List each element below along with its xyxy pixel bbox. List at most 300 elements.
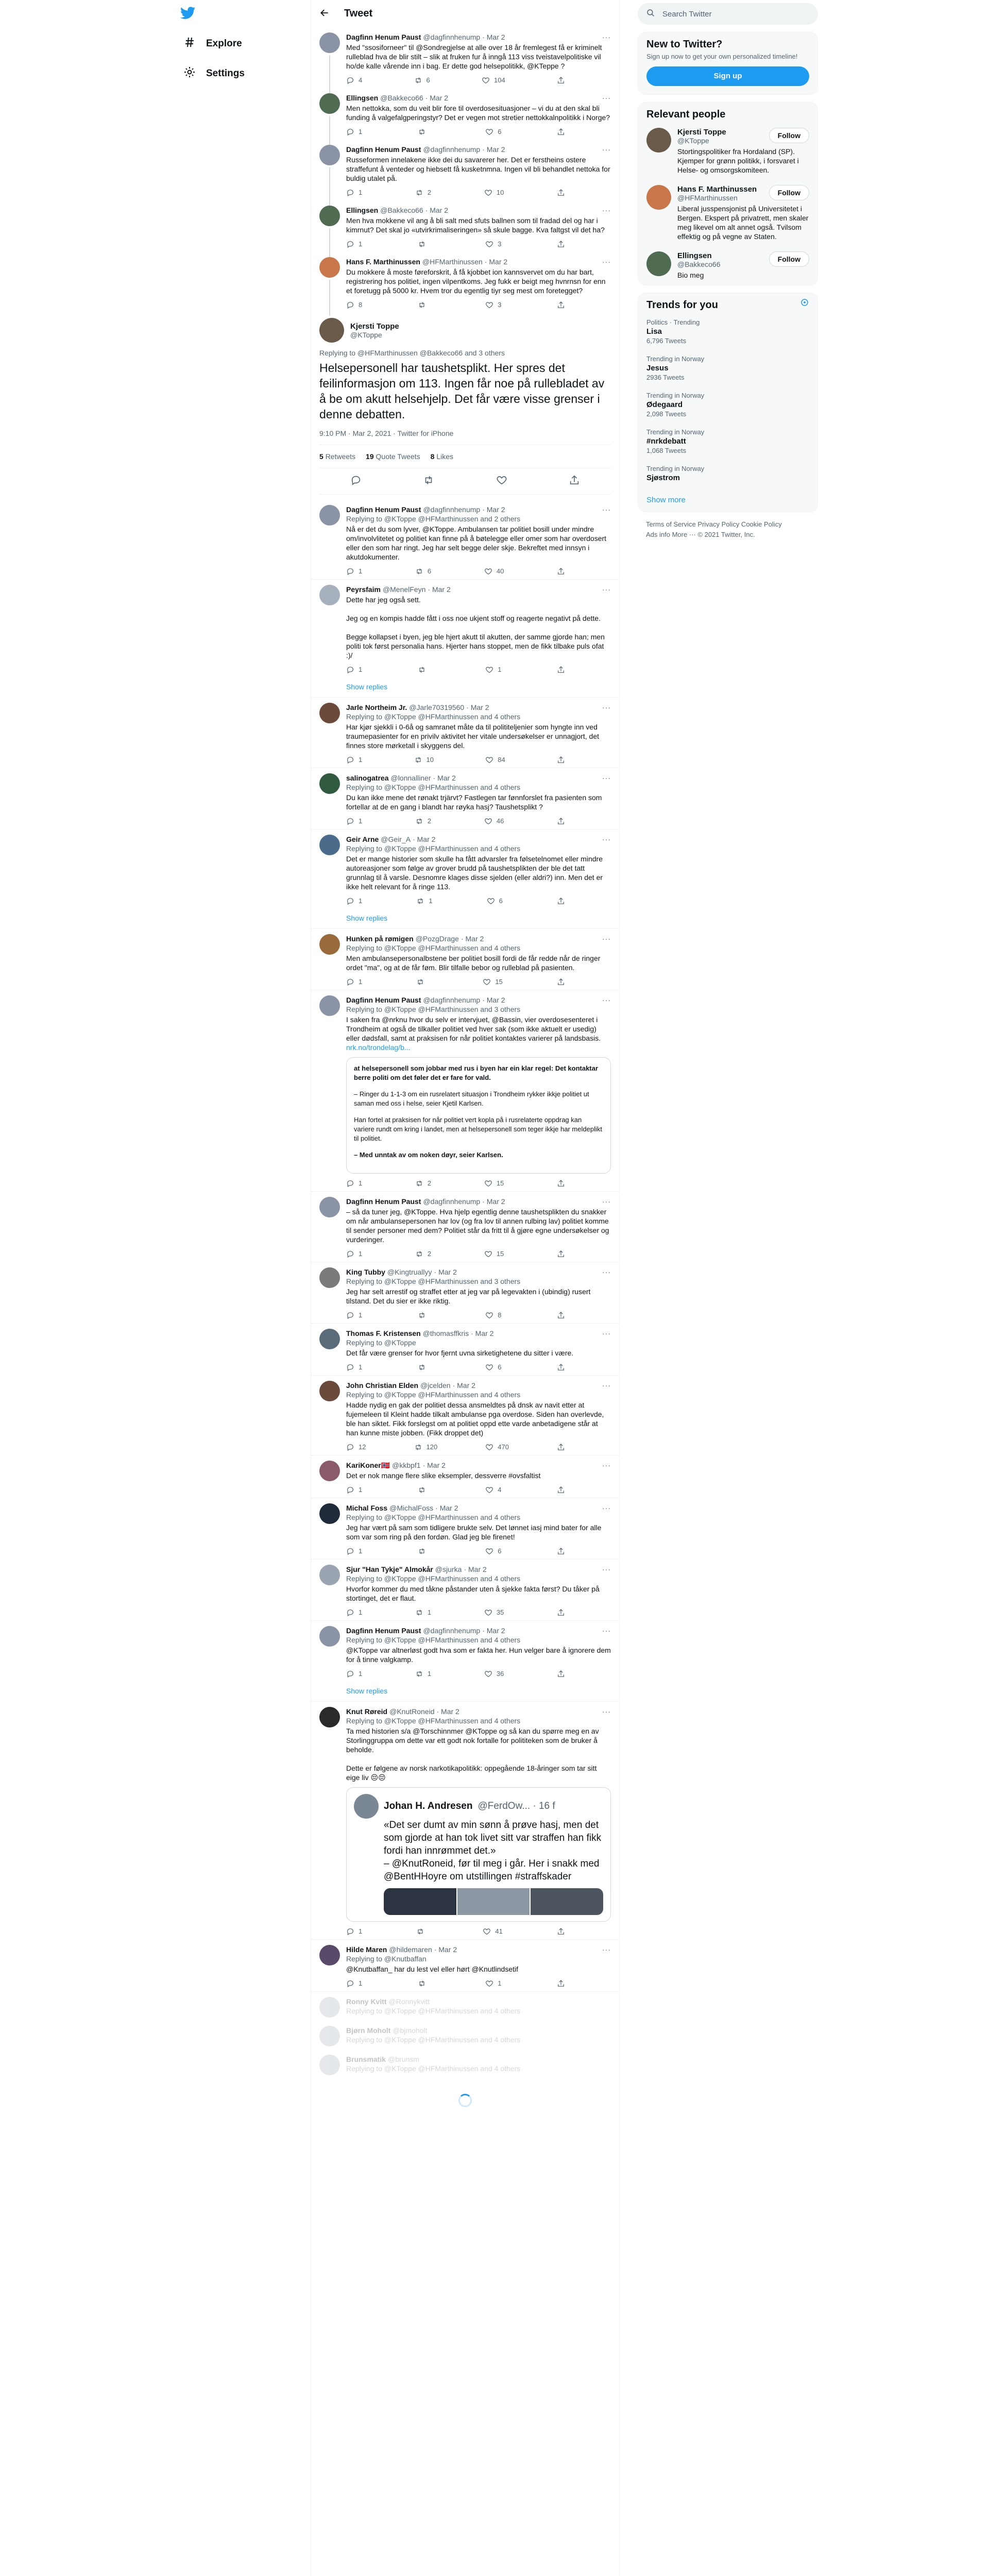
- like-button[interactable]: [485, 665, 501, 674]
- share-button[interactable]: [557, 188, 565, 197]
- author-name[interactable]: Thomas F. Kristensen: [346, 1329, 421, 1337]
- person-name[interactable]: Ellingsen: [677, 251, 712, 260]
- like-button[interactable]: [485, 1363, 501, 1372]
- reply-button[interactable]: [346, 755, 362, 765]
- author-handle[interactable]: @thomasffkris: [422, 1329, 469, 1337]
- heart-icon: [484, 189, 492, 197]
- share-button[interactable]: [557, 567, 565, 576]
- nav-settings[interactable]: [177, 62, 251, 86]
- tweet-header: [346, 93, 611, 103]
- retweet-button[interactable]: [415, 1179, 431, 1188]
- more-options-icon[interactable]: ···: [602, 774, 611, 782]
- more-options-icon[interactable]: ···: [602, 1626, 611, 1635]
- tweet[interactable]: [319, 1621, 611, 1682]
- person-handle[interactable]: @KToppe: [677, 137, 709, 145]
- retweet-button[interactable]: [418, 127, 430, 137]
- retweet-button[interactable]: [418, 240, 430, 249]
- retweet-button[interactable]: [415, 817, 431, 826]
- reply-button[interactable]: [346, 1927, 362, 1936]
- tweet-time[interactable]: · Mar 2: [428, 585, 451, 594]
- author-handle[interactable]: @lonnalliner: [390, 774, 431, 782]
- tweet[interactable]: [319, 1324, 611, 1375]
- heart-icon: [485, 756, 493, 764]
- like-button[interactable]: [483, 1927, 502, 1936]
- author-name[interactable]: Dagfinn Henum Paust: [346, 145, 421, 154]
- more-options-icon[interactable]: ···: [602, 145, 611, 154]
- more-options-icon[interactable]: ···: [602, 258, 611, 266]
- tweet[interactable]: [319, 1940, 611, 1991]
- stat-0[interactable]: [319, 452, 355, 461]
- reply-button[interactable]: [346, 567, 362, 576]
- back-arrow-icon[interactable]: [319, 8, 330, 20]
- author-handle[interactable]: @dagfinnhenump: [423, 145, 481, 154]
- share-button[interactable]: [557, 300, 565, 310]
- relevant-person[interactable]: [638, 180, 817, 246]
- like-button[interactable]: [484, 1608, 504, 1617]
- tweet[interactable]: [319, 88, 611, 140]
- reply-button[interactable]: [346, 1979, 362, 1988]
- replying-to: Replying to @KToppe @HFMarthinussen and 4 others: [346, 713, 521, 721]
- replying-to: Replying to @KToppe @HFMarthinussen and 3 others: [346, 1277, 521, 1285]
- reply-button[interactable]: [346, 1608, 362, 1617]
- author-name[interactable]: King Tubby: [346, 1268, 385, 1276]
- share-button[interactable]: [557, 76, 565, 85]
- author-handle[interactable]: @kkbpf1: [392, 1461, 421, 1469]
- more-options-icon[interactable]: ···: [602, 1268, 611, 1276]
- more-options-icon[interactable]: ···: [602, 1329, 611, 1337]
- share-button[interactable]: [557, 1443, 565, 1452]
- retweet-button[interactable]: [415, 567, 431, 576]
- like-count: 1: [498, 666, 502, 673]
- retweet-button[interactable]: [416, 977, 429, 987]
- reply-button[interactable]: [346, 127, 362, 137]
- more-options-icon[interactable]: ···: [602, 935, 611, 943]
- retweet-button[interactable]: [414, 755, 434, 765]
- more-options-icon[interactable]: ···: [602, 1461, 611, 1469]
- share-button[interactable]: [557, 1485, 565, 1495]
- author-handle[interactable]: @dagfinnhenump: [423, 505, 481, 514]
- search-box[interactable]: [638, 3, 818, 25]
- author-handle[interactable]: @MichalFoss: [389, 1504, 434, 1512]
- tweet-time[interactable]: · Mar 2: [482, 1197, 505, 1206]
- tweet[interactable]: [319, 829, 611, 909]
- trend-item[interactable]: [638, 386, 817, 423]
- share-button[interactable]: [557, 665, 565, 674]
- author-handle[interactable]: @HFMarthinussen: [422, 258, 483, 266]
- author-name[interactable]: Geir Arne: [346, 835, 379, 843]
- more-options-icon[interactable]: ···: [602, 996, 611, 1004]
- share-icon: [557, 897, 565, 905]
- heart-icon[interactable]: [496, 474, 507, 488]
- author-name[interactable]: Dagfinn Henum Paust: [346, 1197, 421, 1206]
- tweet-time[interactable]: · Mar 2: [435, 1504, 458, 1512]
- quoted-paragraph: at helsepersonell som jobbar med rus i byen har ein klar regel: Det kontaktar berre politi om det føler det er fare for vald.: [354, 1064, 598, 1081]
- more-options-icon[interactable]: ···: [602, 835, 611, 843]
- reply-button[interactable]: [346, 977, 362, 987]
- like-button[interactable]: [484, 1249, 504, 1259]
- author-handle[interactable]: @Bakkeco66: [380, 94, 423, 102]
- reply-button[interactable]: [346, 188, 362, 197]
- tweet-header: [346, 773, 611, 783]
- author-handle[interactable]: @dagfinnhenump: [423, 33, 481, 41]
- tweet-body: [346, 1267, 611, 1320]
- nav-explore[interactable]: [177, 32, 248, 56]
- author-handle[interactable]: @PozgDrage: [415, 935, 459, 943]
- author-handle[interactable]: @jcelden: [420, 1381, 451, 1389]
- author-handle[interactable]: @KnutRoneid: [389, 1707, 435, 1716]
- reply-icon: [346, 189, 354, 197]
- more-options-icon[interactable]: ···: [602, 33, 611, 41]
- avatar[interactable]: [319, 1565, 340, 1585]
- author-name[interactable]: Dagfinn Henum Paust: [346, 996, 421, 1004]
- tweet[interactable]: [319, 580, 611, 677]
- reply-count: 1: [359, 1486, 363, 1494]
- author-name[interactable]: Dagfinn Henum Paust: [346, 505, 421, 514]
- avatar[interactable]: [319, 93, 340, 114]
- reply-button[interactable]: [346, 1179, 362, 1188]
- retweet-button[interactable]: [416, 1927, 429, 1936]
- retweet-button[interactable]: [414, 76, 430, 85]
- like-button[interactable]: [484, 188, 504, 197]
- share-icon[interactable]: [569, 474, 580, 488]
- author-name[interactable]: Michal Foss: [346, 1504, 388, 1512]
- retweet-button[interactable]: [415, 1669, 431, 1679]
- author-name[interactable]: Hunken på rømigen: [346, 935, 414, 943]
- follow-button[interactable]: Follow: [769, 251, 809, 267]
- retweet-button[interactable]: [416, 896, 432, 906]
- avatar[interactable]: [319, 1461, 340, 1481]
- like-button[interactable]: [484, 567, 504, 576]
- more-options-icon[interactable]: ···: [602, 1504, 611, 1512]
- more-options-icon[interactable]: ···: [602, 1707, 611, 1716]
- avatar[interactable]: [319, 773, 340, 794]
- heart-icon: [484, 1608, 492, 1617]
- like-button[interactable]: [485, 1547, 501, 1556]
- like-button[interactable]: [485, 1979, 501, 1988]
- author-name[interactable]: salinogatrea: [346, 774, 389, 782]
- reply-button[interactable]: [346, 76, 362, 85]
- retweet-button[interactable]: [418, 1485, 430, 1495]
- author-handle[interactable]: @dagfinnhenump: [423, 1197, 481, 1206]
- like-button[interactable]: [483, 977, 502, 987]
- trend-item[interactable]: [638, 423, 817, 460]
- author-name[interactable]: Dagfinn Henum Paust: [346, 33, 421, 41]
- author-handle[interactable]: @hildemaren: [389, 1945, 432, 1954]
- tweet[interactable]: [319, 1498, 611, 1559]
- trend-item[interactable]: [638, 350, 817, 386]
- like-button[interactable]: [485, 1485, 501, 1495]
- reply-button[interactable]: [346, 817, 362, 826]
- share-icon: [557, 1179, 565, 1188]
- avatar[interactable]: [319, 1381, 340, 1401]
- avatar[interactable]: [319, 1329, 340, 1349]
- like-count: 470: [498, 1443, 509, 1451]
- trends-settings-gear-icon[interactable]: [800, 298, 809, 309]
- show-replies-link[interactable]: Show replies: [346, 1687, 388, 1695]
- tweet-time[interactable]: · Mar 2: [433, 774, 456, 782]
- stat-number: 5: [319, 452, 323, 461]
- reply-button[interactable]: [346, 300, 362, 310]
- more-options-icon[interactable]: ···: [602, 505, 611, 514]
- avatar[interactable]: [319, 1197, 340, 1217]
- person-name[interactable]: Kjersti Toppe: [677, 128, 726, 137]
- tweet[interactable]: [319, 990, 611, 1191]
- avatar[interactable]: [319, 703, 340, 723]
- more-options-icon[interactable]: ···: [602, 206, 611, 214]
- show-replies-link[interactable]: Show replies: [346, 914, 388, 922]
- avatar[interactable]: [319, 145, 340, 165]
- tweet[interactable]: [319, 1192, 611, 1262]
- reply-button[interactable]: [346, 240, 362, 249]
- tweet-body: [346, 1565, 611, 1617]
- tweet[interactable]: [319, 140, 611, 200]
- share-button[interactable]: [557, 1927, 565, 1936]
- relevant-person-header: [677, 251, 809, 268]
- reply-button[interactable]: [346, 665, 362, 674]
- tweet-time[interactable]: · Mar 2: [482, 996, 505, 1004]
- retweet-button[interactable]: [418, 300, 430, 310]
- author-handle[interactable]: @MenelFeyn: [382, 585, 426, 594]
- tweet[interactable]: [319, 1376, 611, 1455]
- trend-item[interactable]: [638, 313, 817, 350]
- share-button[interactable]: [557, 1179, 565, 1188]
- share-button[interactable]: [557, 1979, 565, 1988]
- author-handle[interactable]: @sjurka: [435, 1565, 462, 1573]
- avatar[interactable]: [319, 1945, 340, 1965]
- tweet[interactable]: [319, 27, 611, 88]
- replying-to: Replying to @KToppe @HFMarthinussen and 4 others: [346, 1574, 521, 1583]
- share-button[interactable]: [557, 1249, 565, 1259]
- reply-button[interactable]: [346, 1669, 362, 1679]
- author-handle[interactable]: @KToppe: [350, 330, 382, 339]
- author-name[interactable]: KariKoner🇳🇴: [346, 1461, 390, 1469]
- reply-icon: [346, 1363, 354, 1371]
- quoted-paragraph: – Ringer du 1-1-3 om ein rusrelatert situasjon i Trondheim rykker ikkje politiet ut saman med oss i helse, seier Kjetil Karlsen.: [354, 1090, 589, 1107]
- retweet-button[interactable]: [418, 1311, 430, 1320]
- tweet[interactable]: [319, 1262, 611, 1323]
- reply-button[interactable]: [346, 1363, 362, 1372]
- tweet-timestamp[interactable]: 9:10 PM · Mar 2, 2021 · Twitter for iPhone: [319, 429, 454, 437]
- person-handle[interactable]: @Bakkeco66: [677, 260, 721, 268]
- like-button[interactable]: [484, 1179, 504, 1188]
- heart-icon: [482, 76, 490, 84]
- avatar[interactable]: [319, 995, 340, 1016]
- tweet-time[interactable]: · Mar 2: [482, 505, 505, 514]
- tweet[interactable]: [319, 1560, 611, 1620]
- reply-button[interactable]: [346, 896, 362, 906]
- reply-count: 1: [359, 1547, 363, 1555]
- tweet[interactable]: [319, 1455, 611, 1498]
- reply-icon: [346, 978, 354, 986]
- tweet-time[interactable]: · Mar 2: [482, 1626, 505, 1635]
- more-options-icon[interactable]: ···: [602, 94, 611, 102]
- like-button[interactable]: [487, 896, 503, 906]
- avatar[interactable]: [319, 318, 344, 343]
- share-button[interactable]: [557, 896, 565, 906]
- like-button[interactable]: [485, 755, 505, 765]
- avatar[interactable]: [646, 128, 671, 152]
- avatar[interactable]: [319, 1267, 340, 1288]
- avatar[interactable]: [319, 1626, 340, 1647]
- more-options-icon[interactable]: ···: [602, 1381, 611, 1389]
- avatar[interactable]: [319, 835, 340, 855]
- relevant-person[interactable]: [638, 123, 817, 180]
- more-options-icon[interactable]: ···: [602, 703, 611, 711]
- retweet-button[interactable]: [418, 1979, 430, 1988]
- twitter-logo-icon[interactable]: [180, 5, 196, 23]
- share-button[interactable]: [557, 817, 565, 826]
- footer-links[interactable]: Terms of Service Privacy Policy Cookie Policy Ads info More ··· © 2021 Twitter, Inc.: [646, 520, 782, 538]
- like-button[interactable]: [485, 300, 501, 310]
- tweet-header: [346, 1197, 611, 1206]
- follow-button[interactable]: Follow: [769, 128, 809, 143]
- like-button[interactable]: [485, 1311, 501, 1320]
- like-button[interactable]: [484, 817, 504, 826]
- author-handle[interactable]: @dagfinnhenump: [423, 1626, 481, 1635]
- share-button[interactable]: [557, 1669, 565, 1679]
- tweet-time[interactable]: · Mar 2: [425, 206, 449, 214]
- tweet[interactable]: [319, 252, 611, 313]
- author-name[interactable]: Hans F. Marthinussen: [346, 258, 420, 266]
- trends-show-more-link[interactable]: Show more: [646, 496, 686, 504]
- like-count: 15: [496, 1179, 504, 1187]
- more-options-icon[interactable]: ···: [602, 1945, 611, 1954]
- author-name[interactable]: Ellingsen: [346, 94, 379, 102]
- reply-button[interactable]: [346, 1443, 366, 1452]
- tweet-time[interactable]: · Mar 2: [434, 1268, 457, 1276]
- tweet-link[interactable]: nrk.no/trondelag/b...: [346, 1043, 411, 1052]
- author-handle[interactable]: @Geir_A: [381, 835, 411, 843]
- trend-name: Sjøstrom: [646, 473, 680, 482]
- author-name[interactable]: John Christian Elden: [346, 1381, 419, 1389]
- retweet-button[interactable]: [415, 1249, 431, 1259]
- reply-button[interactable]: [346, 1485, 362, 1495]
- show-replies-link[interactable]: Show replies: [346, 683, 388, 691]
- tweet-header: [346, 32, 611, 42]
- person-name[interactable]: Hans F. Marthinussen: [677, 185, 757, 194]
- replying-to: Replying to @KToppe @HFMarthinussen and 4 others: [346, 2036, 521, 2044]
- author-name[interactable]: Jarle Northeim Jr.: [346, 703, 407, 711]
- avatar[interactable]: [319, 934, 340, 955]
- tweet-time[interactable]: · Mar 2: [466, 703, 489, 711]
- like-button[interactable]: [485, 127, 501, 137]
- retweet-button[interactable]: [418, 1363, 430, 1372]
- signup-button[interactable]: Sign up: [646, 66, 809, 86]
- tweet[interactable]: [319, 698, 611, 768]
- stat-1[interactable]: [366, 452, 420, 461]
- author-handle[interactable]: @Kingtruallyy: [387, 1268, 432, 1276]
- avatar[interactable]: [646, 251, 671, 276]
- author-name[interactable]: Sjur "Han Tykje" Almokår: [346, 1565, 433, 1573]
- avatar[interactable]: [646, 185, 671, 210]
- retweet-button[interactable]: [418, 665, 430, 674]
- author-handle[interactable]: @Bakkeco66: [380, 206, 423, 214]
- share-icon: [557, 1927, 565, 1936]
- share-button[interactable]: [557, 127, 565, 137]
- tweet-time[interactable]: · Mar 2: [482, 33, 505, 41]
- reply-button[interactable]: [346, 1311, 362, 1320]
- embedded-tweet[interactable]: [346, 1787, 611, 1922]
- more-options-icon[interactable]: ···: [602, 1565, 611, 1573]
- avatar[interactable]: [319, 1503, 340, 1524]
- follow-button[interactable]: Follow: [769, 185, 809, 200]
- tweet-time[interactable]: · Mar 2: [422, 1461, 446, 1469]
- author-name[interactable]: Peyrsfaim: [346, 585, 381, 594]
- like-button[interactable]: [482, 76, 505, 85]
- tweet-time[interactable]: · Mar 2: [436, 1707, 459, 1716]
- tweet[interactable]: [319, 768, 611, 829]
- retweet-button[interactable]: [415, 188, 431, 197]
- share-button[interactable]: [557, 1363, 565, 1372]
- person-handle[interactable]: @HFMarthinussen: [677, 194, 738, 202]
- tweet-time[interactable]: · Mar 2: [413, 835, 436, 843]
- like-button[interactable]: [485, 240, 501, 249]
- share-button[interactable]: [557, 1311, 565, 1320]
- like-button[interactable]: [485, 1443, 509, 1452]
- avatar[interactable]: [319, 505, 340, 526]
- avatar[interactable]: [319, 206, 340, 226]
- reply-button[interactable]: [346, 1249, 362, 1259]
- author-name[interactable]: Dagfinn Henum Paust: [346, 1626, 421, 1635]
- author-handle[interactable]: @dagfinnhenump: [423, 996, 481, 1004]
- reply-button[interactable]: [346, 1547, 362, 1556]
- reply-icon[interactable]: [350, 474, 362, 488]
- share-button[interactable]: [557, 755, 565, 765]
- more-options-icon[interactable]: ···: [602, 1197, 611, 1206]
- more-options-icon[interactable]: ···: [602, 585, 611, 594]
- tweet-time[interactable]: · Mar 2: [425, 94, 449, 102]
- avatar[interactable]: [319, 32, 340, 53]
- avatar[interactable]: [319, 257, 340, 278]
- tweet-time[interactable]: · Mar 2: [484, 258, 508, 266]
- avatar[interactable]: [319, 1707, 340, 1727]
- tweet[interactable]: [319, 500, 611, 579]
- tweet[interactable]: [319, 200, 611, 252]
- share-button[interactable]: [557, 1608, 565, 1617]
- trend-item[interactable]: [638, 460, 817, 488]
- tweet-time[interactable]: · Mar 2: [434, 1945, 457, 1954]
- author-handle[interactable]: @Jarle70319560: [409, 703, 465, 711]
- tweet-time[interactable]: · Mar 2: [482, 145, 505, 154]
- like-count: 15: [495, 978, 503, 986]
- retweet-icon[interactable]: [423, 474, 434, 488]
- retweet-button[interactable]: [418, 1547, 430, 1556]
- share-button[interactable]: [557, 977, 565, 987]
- author-name[interactable]: Kjersti Toppe: [350, 321, 399, 331]
- retweet-button[interactable]: [415, 1608, 431, 1617]
- tweet[interactable]: [319, 1702, 611, 1939]
- relevant-person[interactable]: [638, 246, 817, 285]
- like-button[interactable]: [484, 1669, 504, 1679]
- retweet-button[interactable]: [414, 1443, 438, 1452]
- avatar[interactable]: [319, 585, 340, 605]
- share-button[interactable]: [557, 240, 565, 249]
- share-button[interactable]: [557, 1547, 565, 1556]
- quoted-article[interactable]: [346, 1057, 611, 1174]
- author-name[interactable]: Ellingsen: [346, 206, 379, 214]
- author-name[interactable]: Knut Røreid: [346, 1707, 388, 1716]
- tweet-time[interactable]: · Mar 2: [461, 935, 484, 943]
- tweet-time[interactable]: · Mar 2: [471, 1329, 494, 1337]
- reply-icon: [346, 567, 354, 575]
- stat-2[interactable]: [431, 452, 453, 461]
- tweet[interactable]: [319, 929, 611, 990]
- retweet-icon: [418, 1486, 426, 1494]
- tweet-time[interactable]: · Mar 2: [452, 1381, 475, 1389]
- tweet-time[interactable]: · Mar 2: [464, 1565, 487, 1573]
- author-name[interactable]: Hilde Maren: [346, 1945, 387, 1954]
- like-count: 6: [499, 897, 503, 905]
